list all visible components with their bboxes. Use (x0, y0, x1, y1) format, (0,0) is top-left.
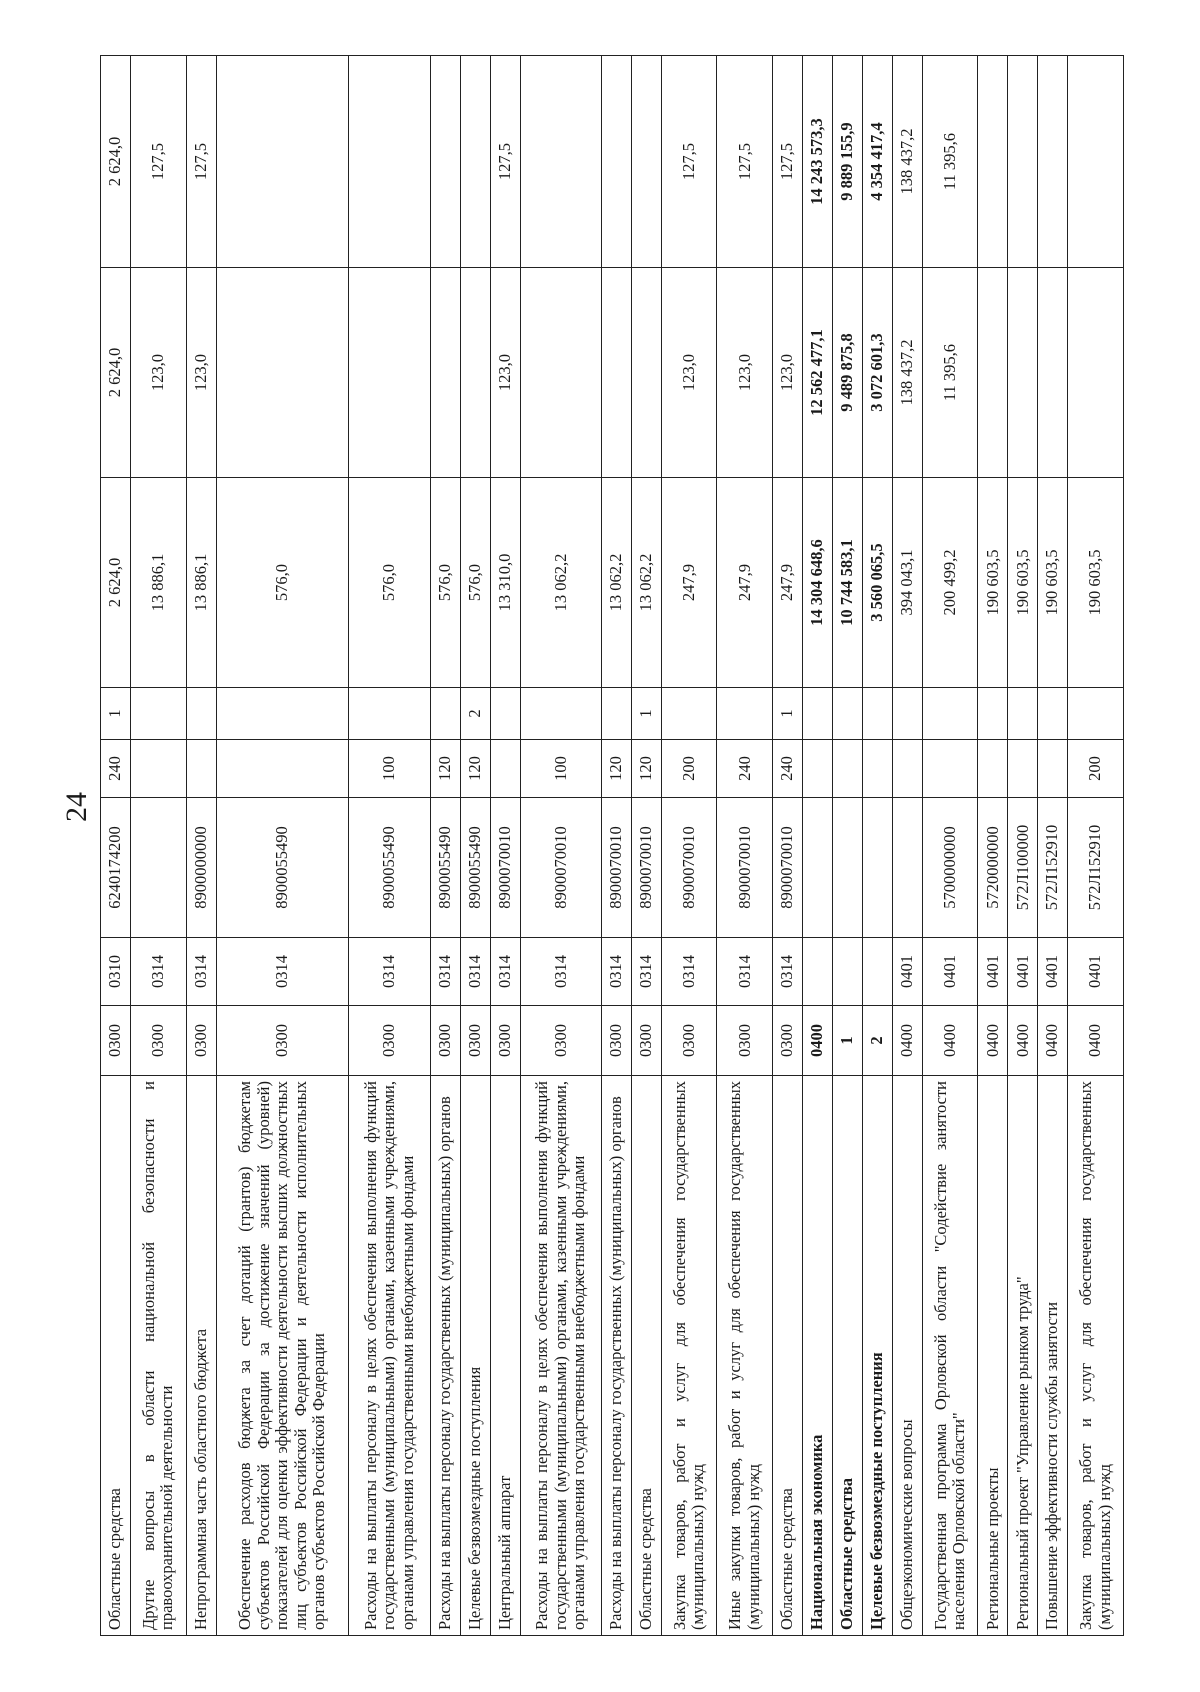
value-year-3 (631, 56, 661, 268)
section-code: 0300 (349, 1006, 430, 1076)
subsection-code: 0401 (978, 938, 1008, 1006)
expense-type-code: 100 (349, 740, 430, 798)
source-code (520, 688, 601, 740)
subsection-code: 0314 (601, 938, 631, 1006)
value-year-3: 4 354 417,4 (862, 56, 892, 268)
value-year-2: 2 624,0 (101, 268, 131, 478)
row-name: Закупка товаров, работ и услуг для обеспечения государственных (муниципальных) нужд (1068, 1076, 1124, 1636)
value-year-3: 2 624,0 (101, 56, 131, 268)
source-code (978, 688, 1008, 740)
section-code: 0300 (520, 1006, 601, 1076)
row-name: Расходы на выплаты персоналу в целях обеспечения выполнения функций государственными (муниципальными) органами, казенными учреждениями, органами управления государственными внебюджетными фондами (349, 1076, 430, 1636)
row-name: Другие вопросы в области национальной безопасности и правоохранительной деятельности (130, 1076, 186, 1636)
subsection-code: 0314 (460, 938, 490, 1006)
value-year-2 (460, 268, 490, 478)
row-name: Расходы на выплаты персоналу государственных (муниципальных) органов (601, 1076, 631, 1636)
source-code (430, 688, 460, 740)
section-code: 0400 (1008, 1006, 1038, 1076)
expense-type-code: 240 (717, 740, 773, 798)
subsection-code: 0314 (216, 938, 349, 1006)
section-code: 0300 (773, 1006, 803, 1076)
expense-type-code (862, 740, 892, 798)
target-article-code (892, 798, 922, 938)
value-year-1: 394 043,1 (892, 478, 922, 688)
source-code (803, 688, 833, 740)
source-code (862, 688, 892, 740)
value-year-3: 14 243 573,3 (803, 56, 833, 268)
section-code: 0300 (216, 1006, 349, 1076)
subsection-code: 0401 (922, 938, 978, 1006)
budget-table (100, 55, 1124, 1636)
value-year-2 (1038, 268, 1068, 478)
target-article-code: 8900070010 (773, 798, 803, 938)
value-year-2: 123,0 (661, 268, 717, 478)
table-row (601, 56, 631, 1636)
value-year-2 (430, 268, 460, 478)
subsection-code (862, 938, 892, 1006)
value-year-1: 190 603,5 (1008, 478, 1038, 688)
value-year-2: 138 437,2 (892, 268, 922, 478)
source-code: 1 (101, 688, 131, 740)
expense-type-code (216, 740, 349, 798)
value-year-2 (978, 268, 1008, 478)
page-number: 24 (60, 792, 93, 822)
section-code: 0400 (1038, 1006, 1068, 1076)
section-code: 2 (862, 1006, 892, 1076)
target-article-code: 572Л152910 (1038, 798, 1068, 938)
section-code: 0400 (922, 1006, 978, 1076)
source-code (1008, 688, 1038, 740)
value-year-1: 13 310,0 (490, 478, 520, 688)
subsection-code: 0314 (661, 938, 717, 1006)
target-article-code: 8900055490 (349, 798, 430, 938)
value-year-2: 123,0 (490, 268, 520, 478)
source-code (1038, 688, 1068, 740)
target-article-code: 6240174200 (101, 798, 131, 938)
source-code (717, 688, 773, 740)
source-code: 1 (773, 688, 803, 740)
target-article-code (803, 798, 833, 938)
row-name: Региональный проект "Управление рынком труда" (1008, 1076, 1038, 1636)
row-name: Областные средства (773, 1076, 803, 1636)
table-row (349, 56, 430, 1636)
value-year-2 (601, 268, 631, 478)
value-year-3: 127,5 (130, 56, 186, 268)
table-row (1068, 56, 1124, 1636)
source-code: 2 (460, 688, 490, 740)
value-year-1: 190 603,5 (978, 478, 1008, 688)
target-article-code: 8900055490 (430, 798, 460, 938)
subsection-code: 0314 (490, 938, 520, 1006)
row-name: Областные средства (631, 1076, 661, 1636)
table-row (130, 56, 186, 1636)
row-name: Центральный аппарат (490, 1076, 520, 1636)
source-code (130, 688, 186, 740)
target-article-code: 572Л100000 (1008, 798, 1038, 938)
value-year-3 (978, 56, 1008, 268)
row-name: Региональные проекты (978, 1076, 1008, 1636)
source-code: 1 (631, 688, 661, 740)
section-code: 1 (832, 1006, 862, 1076)
target-article-code (130, 798, 186, 938)
value-year-3: 11 395,6 (922, 56, 978, 268)
value-year-3 (349, 56, 430, 268)
target-article-code: 8900070010 (520, 798, 601, 938)
value-year-2 (216, 268, 349, 478)
row-name: Непрограммная часть областного бюджета (186, 1076, 216, 1636)
rotated-table-frame (100, 56, 1124, 1636)
expense-type-code: 240 (101, 740, 131, 798)
expense-type-code: 200 (1068, 740, 1124, 798)
row-name: Обеспечение расходов бюджета за счет дотаций (грантов) бюджетам субъектов Российской Федерации за достижение значений (уровней) показателей для оценки эффективности деятельности высших должностных лиц субъектов Российской Федерации и деятельности исполнительных органов субъектов Российской Федерации (216, 1076, 349, 1636)
value-year-2: 11 395,6 (922, 268, 978, 478)
section-code: 0300 (631, 1006, 661, 1076)
source-code (349, 688, 430, 740)
value-year-2 (631, 268, 661, 478)
expense-type-code (490, 740, 520, 798)
source-code (922, 688, 978, 740)
table-row (862, 56, 892, 1636)
value-year-1: 13 062,2 (631, 478, 661, 688)
value-year-2: 123,0 (717, 268, 773, 478)
row-name: Закупка товаров, работ и услуг для обеспечения государственных (муниципальных) нужд (661, 1076, 717, 1636)
row-name: Областные средства (832, 1076, 862, 1636)
table-row (661, 56, 717, 1636)
subsection-code: 0401 (1068, 938, 1124, 1006)
value-year-2 (349, 268, 430, 478)
table-row (832, 56, 862, 1636)
value-year-2: 9 489 875,8 (832, 268, 862, 478)
target-article-code: 5720000000 (978, 798, 1008, 938)
value-year-1: 13 886,1 (130, 478, 186, 688)
value-year-2 (1008, 268, 1038, 478)
table-row (101, 56, 131, 1636)
target-article-code: 8900070010 (631, 798, 661, 938)
source-code (832, 688, 862, 740)
value-year-3: 127,5 (186, 56, 216, 268)
table-row (1038, 56, 1068, 1636)
source-code (661, 688, 717, 740)
subsection-code: 0401 (1008, 938, 1038, 1006)
expense-type-code: 240 (773, 740, 803, 798)
section-code: 0300 (717, 1006, 773, 1076)
row-name: Целевые безвозмездные поступления (862, 1076, 892, 1636)
target-article-code: 8900070010 (661, 798, 717, 938)
expense-type-code (1038, 740, 1068, 798)
value-year-1: 14 304 648,6 (803, 478, 833, 688)
row-name: Областные средства (101, 1076, 131, 1636)
value-year-1: 576,0 (216, 478, 349, 688)
subsection-code: 0401 (892, 938, 922, 1006)
row-name: Иные закупки товаров, работ и услуг для обеспечения государственных (муниципальных) нужд (717, 1076, 773, 1636)
expense-type-code (186, 740, 216, 798)
source-code (1068, 688, 1124, 740)
section-code: 0300 (186, 1006, 216, 1076)
value-year-1: 247,9 (661, 478, 717, 688)
table-row (922, 56, 978, 1636)
table-row (631, 56, 661, 1636)
target-article-code: 8900070010 (717, 798, 773, 938)
value-year-3 (1008, 56, 1038, 268)
table-row (717, 56, 773, 1636)
table-row (892, 56, 922, 1636)
expense-type-code (130, 740, 186, 798)
value-year-3: 9 889 155,9 (832, 56, 862, 268)
section-code: 0400 (803, 1006, 833, 1076)
value-year-1: 247,9 (717, 478, 773, 688)
target-article-code (862, 798, 892, 938)
subsection-code (803, 938, 833, 1006)
target-article-code: 8900055490 (216, 798, 349, 938)
value-year-3 (430, 56, 460, 268)
table-row (773, 56, 803, 1636)
row-name: Государственная программа Орловской области "Содействие занятости населения Орловской области" (922, 1076, 978, 1636)
value-year-1: 190 603,5 (1038, 478, 1068, 688)
value-year-3 (1038, 56, 1068, 268)
expense-type-code: 200 (661, 740, 717, 798)
subsection-code: 0314 (773, 938, 803, 1006)
subsection-code: 0314 (130, 938, 186, 1006)
section-code: 0300 (601, 1006, 631, 1076)
expense-type-code (1008, 740, 1038, 798)
section-code: 0300 (101, 1006, 131, 1076)
value-year-2: 123,0 (186, 268, 216, 478)
value-year-1: 200 499,2 (922, 478, 978, 688)
value-year-1: 13 886,1 (186, 478, 216, 688)
value-year-2: 123,0 (130, 268, 186, 478)
value-year-3 (520, 56, 601, 268)
expense-type-code (922, 740, 978, 798)
value-year-1: 247,9 (773, 478, 803, 688)
row-name: Целевые безвозмездные поступления (460, 1076, 490, 1636)
section-code: 0300 (130, 1006, 186, 1076)
value-year-1: 13 062,2 (601, 478, 631, 688)
source-code (601, 688, 631, 740)
expense-type-code: 120 (460, 740, 490, 798)
value-year-2 (1068, 268, 1124, 478)
value-year-2 (520, 268, 601, 478)
target-article-code: 8900055490 (460, 798, 490, 938)
section-code: 0300 (490, 1006, 520, 1076)
row-name: Национальная экономика (803, 1076, 833, 1636)
value-year-3: 127,5 (490, 56, 520, 268)
target-article-code: 572Л152910 (1068, 798, 1124, 938)
table-row (978, 56, 1008, 1636)
value-year-3 (601, 56, 631, 268)
table-row (803, 56, 833, 1636)
value-year-1: 576,0 (430, 478, 460, 688)
value-year-3: 127,5 (661, 56, 717, 268)
value-year-1: 3 560 065,5 (862, 478, 892, 688)
value-year-1: 576,0 (349, 478, 430, 688)
value-year-1: 576,0 (460, 478, 490, 688)
expense-type-code (803, 740, 833, 798)
value-year-3: 138 437,2 (892, 56, 922, 268)
subsection-code (832, 938, 862, 1006)
expense-type-code: 100 (520, 740, 601, 798)
source-code (186, 688, 216, 740)
source-code (892, 688, 922, 740)
value-year-1: 13 062,2 (520, 478, 601, 688)
value-year-2: 123,0 (773, 268, 803, 478)
value-year-3 (460, 56, 490, 268)
target-article-code: 8900000000 (186, 798, 216, 938)
row-name: Расходы на выплаты персоналу государственных (муниципальных) органов (430, 1076, 460, 1636)
expense-type-code (832, 740, 862, 798)
section-code: 0300 (460, 1006, 490, 1076)
subsection-code: 0314 (520, 938, 601, 1006)
section-code: 0300 (430, 1006, 460, 1076)
subsection-code: 0314 (186, 938, 216, 1006)
expense-type-code (978, 740, 1008, 798)
value-year-1: 10 744 583,1 (832, 478, 862, 688)
subsection-code: 0310 (101, 938, 131, 1006)
section-code: 0400 (978, 1006, 1008, 1076)
table-row (460, 56, 490, 1636)
subsection-code: 0314 (430, 938, 460, 1006)
value-year-1: 190 603,5 (1068, 478, 1124, 688)
value-year-3 (216, 56, 349, 268)
row-name: Расходы на выплаты персоналу в целях обеспечения выполнения функций государственными (муниципальными) органами, казенными учреждениями, органами управления государственными внебюджетными фондами (520, 1076, 601, 1636)
section-code: 0300 (661, 1006, 717, 1076)
subsection-code: 0314 (631, 938, 661, 1006)
subsection-code: 0401 (1038, 938, 1068, 1006)
table-row (186, 56, 216, 1636)
expense-type-code: 120 (601, 740, 631, 798)
table-row (490, 56, 520, 1636)
subsection-code: 0314 (717, 938, 773, 1006)
table-row (430, 56, 460, 1636)
target-article-code: 8900070010 (601, 798, 631, 938)
value-year-3: 127,5 (717, 56, 773, 268)
expense-type-code: 120 (430, 740, 460, 798)
row-name: Общеэкономические вопросы (892, 1076, 922, 1636)
target-article-code: 5700000000 (922, 798, 978, 938)
target-article-code: 8900070010 (490, 798, 520, 938)
expense-type-code (892, 740, 922, 798)
table-row (1008, 56, 1038, 1636)
table-row (520, 56, 601, 1636)
section-code: 0400 (1068, 1006, 1124, 1076)
subsection-code: 0314 (349, 938, 430, 1006)
value-year-1: 2 624,0 (101, 478, 131, 688)
value-year-3 (1068, 56, 1124, 268)
target-article-code (832, 798, 862, 938)
section-code: 0400 (892, 1006, 922, 1076)
value-year-2: 12 562 477,1 (803, 268, 833, 478)
source-code (490, 688, 520, 740)
source-code (216, 688, 349, 740)
value-year-3: 127,5 (773, 56, 803, 268)
row-name: Повышение эффективности службы занятости (1038, 1076, 1068, 1636)
value-year-2: 3 072 601,3 (862, 268, 892, 478)
table-row (216, 56, 349, 1636)
expense-type-code: 120 (631, 740, 661, 798)
